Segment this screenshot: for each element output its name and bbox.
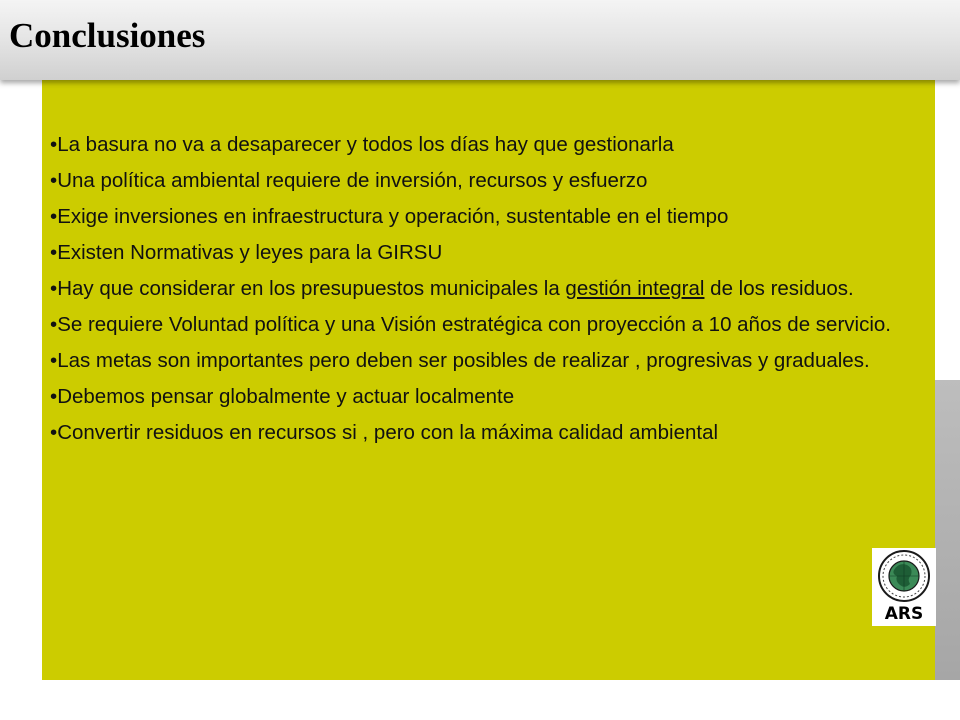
- bullet-text: de los residuos.: [704, 277, 854, 300]
- slide-title: Conclusiones: [9, 16, 206, 55]
- globe-icon: [872, 548, 936, 626]
- bullet-list: [50, 132, 930, 456]
- logo-text: ARS: [884, 604, 924, 624]
- ars-logo: [872, 548, 936, 626]
- underlined-term: gestión integral: [565, 277, 705, 300]
- bullet-item: [50, 240, 930, 266]
- bullet-text: Se requiere Voluntad política y una Visión estratégica con proyección a 10 años de servicio.: [57, 313, 891, 336]
- bullet-text: Debemos pensar globalmente y actuar localmente: [57, 385, 515, 408]
- bullet-text: Convertir residuos en recursos si , pero con la máxima calidad ambiental: [57, 421, 719, 444]
- content-panel: [42, 80, 935, 680]
- bullet-text: Exige inversiones en infraestructura y operación, sustentable en el tiempo: [57, 205, 729, 228]
- bullet-item: [50, 168, 930, 194]
- bullet-item: [50, 276, 930, 302]
- bullet-text: Una política ambiental requiere de inversión, recursos y esfuerzo: [57, 169, 648, 192]
- bullet-item: [50, 312, 930, 338]
- bullet-text: Hay que considerar en los presupuestos municipales la: [57, 277, 566, 300]
- bullet-item: [50, 384, 930, 410]
- bullet-item: [50, 132, 930, 158]
- bullet-text: Existen Normativas y leyes para la GIRSU: [57, 241, 443, 264]
- bullet-text: Las metas son importantes pero deben ser posibles de realizar , progresivas y graduales.: [57, 349, 870, 372]
- bullet-text: La basura no va a desaparecer y todos los días hay que gestionarla: [57, 133, 674, 156]
- bullet-item: [50, 204, 930, 230]
- bullet-item: [50, 348, 930, 374]
- title-bar: [0, 0, 960, 80]
- bullet-item: [50, 420, 930, 446]
